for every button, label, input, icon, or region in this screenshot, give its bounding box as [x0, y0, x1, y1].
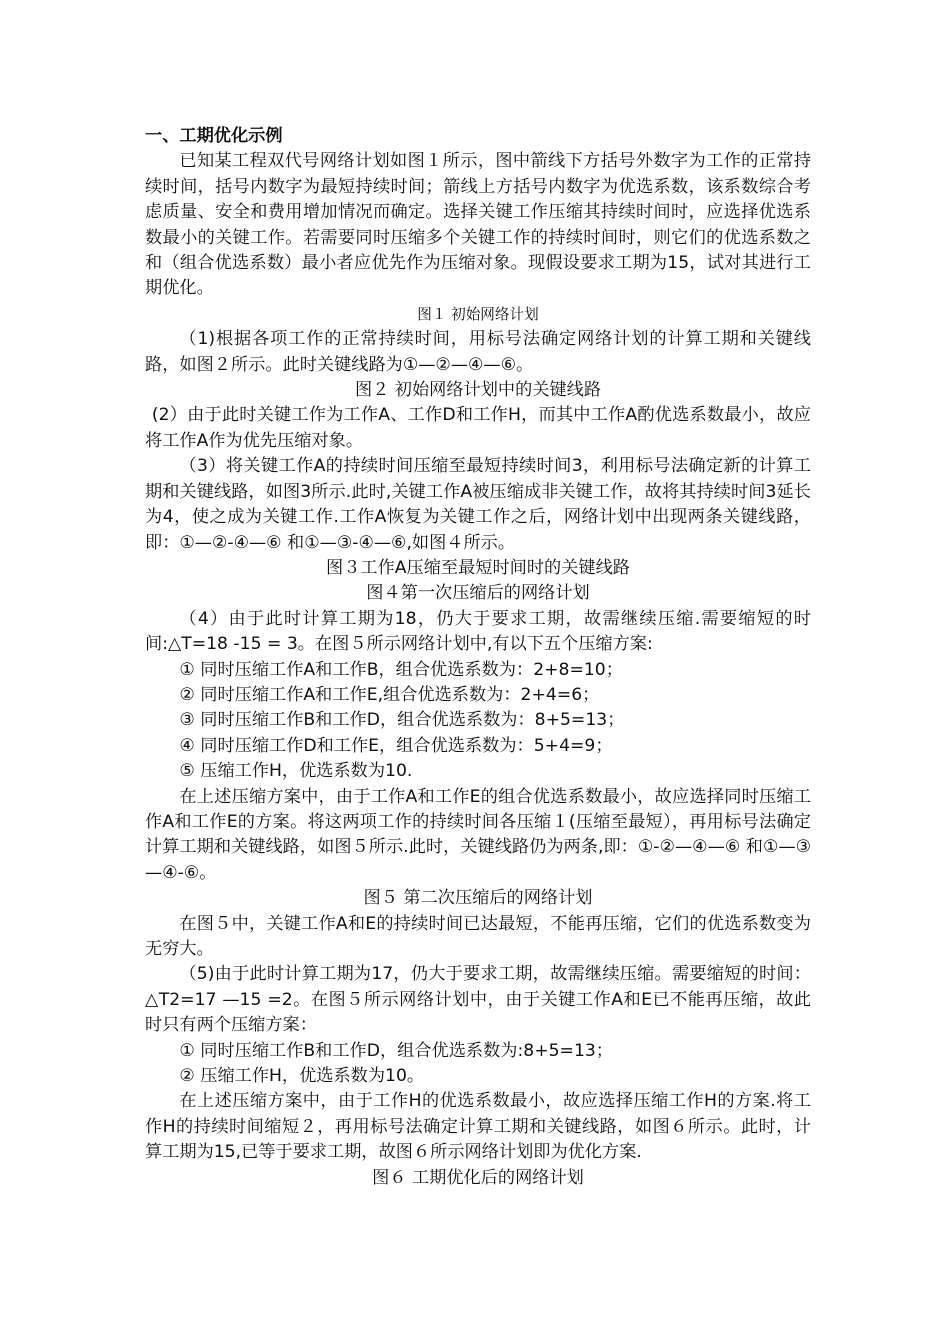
figure-3-caption: 图３工作A压缩至最短时间时的关键线路 — [326, 557, 630, 578]
step-5-paragraph: （5)由于此时计算工期为17，仍大于要求工期，故需继续压缩。需要缩短的时间：△T2=17 —15 =2。在图５所示网络计划中，由于关键工作A和E已不能再压缩，故此时只有两个压缩方案： — [145, 964, 811, 1036]
step-3-paragraph: （3）将关键工作A的持续时间压缩至最短持续时间3，利用标号法确定新的计算工期和关键线路，如图3所示.此时,关键工作A被压缩成非关键工作，故将其持续时间3延长为4，使之成为关键工作.工作A恢复为关键工作之后，网络计划中出现两条关键线路，即：①—②-④—⑥ 和①—③-④—⑥,如图４所示。 — [145, 456, 811, 553]
analysis-2-paragraph: 在上述压缩方案中，由于工作H的优选系数最小，故应选择压缩工作H的方案.将工作H的持续时间缩短２，再用标号法确定计算工期和关键线路，如图６所示。此时，计算工期为15,已等于要求工期，故图６所示网络计划即为优化方案. — [145, 1091, 811, 1163]
figure-6-caption: 图６ 工期优化后的网络计划 — [372, 1167, 584, 1188]
figure-4-caption: 图４第一次压缩后的网络计划 — [366, 583, 590, 604]
section-heading: 一、工期优化示例 — [145, 126, 283, 146]
option-item: ⑤ 压缩工作H，优选系数为10. — [179, 761, 413, 782]
option-item: ③ 同时压缩工作B和工作D，组合优选系数为：8+5=13； — [179, 710, 625, 731]
step-4-paragraph: （4）由于此时计算工期为18，仍大于要求工期，故需继续压缩.需要缩短的时间:△T=18 -15 = 3。在图５所示网络计划中,有以下五个压缩方案: — [145, 608, 811, 655]
option-item: ② 压缩工作H，优选系数为10。 — [179, 1066, 425, 1087]
document-body — [145, 124, 811, 1191]
step-2-paragraph: (2）由于此时关键工作为工作A、工作D和工作H，而其中工作A酌优选系数最小，故应将工作A作为优先压缩对象。 — [145, 405, 811, 451]
option-item: ④ 同时压缩工作D和工作E，组合优选系数为：5+4=9； — [179, 735, 613, 756]
analysis-1-paragraph: 在上述压缩方案中，由于工作A和工作E的组合优选系数最小，故应选择同时压缩工作A和工作E的方案。将这两项工作的持续时间各压缩１(压缩至最短），再用标号法确定计算工期和关键线路，如图５所示.此时，关键线路仍为两条,即：①-②—④—⑥ 和①—③—④-⑥。 — [145, 786, 811, 883]
option-item: ② 同时压缩工作A和工作E,组合优选系数为：2+4=6； — [179, 684, 600, 705]
option-item: ① 同时压缩工作B和工作D，组合优选系数为:8+5=13； — [179, 1040, 613, 1061]
figure-2-caption: 图２ 初始网络计划中的关键线路 — [354, 380, 602, 401]
intro-paragraph: 已知某工程双代号网络计划如图１所示，图中箭线下方括号外数字为工作的正常持续时间，括号内数字为最短持续时间；箭线上方括号内数字为优选系数，该系数综合考虑质量、安全和费用增加情况而确定。选择关键工作压缩其持续时间时，应选择优选系数最小的关键工作。若需要同时压缩多个关键工作的持续时间时，则它们的优选系数之和（组合优选系数）最小者应优先作为压缩对象。现假设要求工期为15，试对其进行工期优化。 — [145, 151, 811, 299]
option-item: ① 同时压缩工作A和工作B，组合优选系数为：2+8=10； — [179, 659, 623, 680]
note-5-paragraph: 在图５中，关键工作A和E的持续时间已达最短，不能再压缩，它们的优选系数变为无穷大。 — [145, 913, 811, 959]
figure-1-caption: 图１ 初始网络计划 — [417, 305, 539, 323]
figure-5-caption: 图５ 第二次压缩后的网络计划 — [363, 888, 593, 909]
step-1-paragraph: （1)根据各项工作的正常持续时间，用标号法确定网络计划的计算工期和关键线路，如图２所示。此时关键线路为①—②—④—⑥。 — [145, 329, 811, 375]
